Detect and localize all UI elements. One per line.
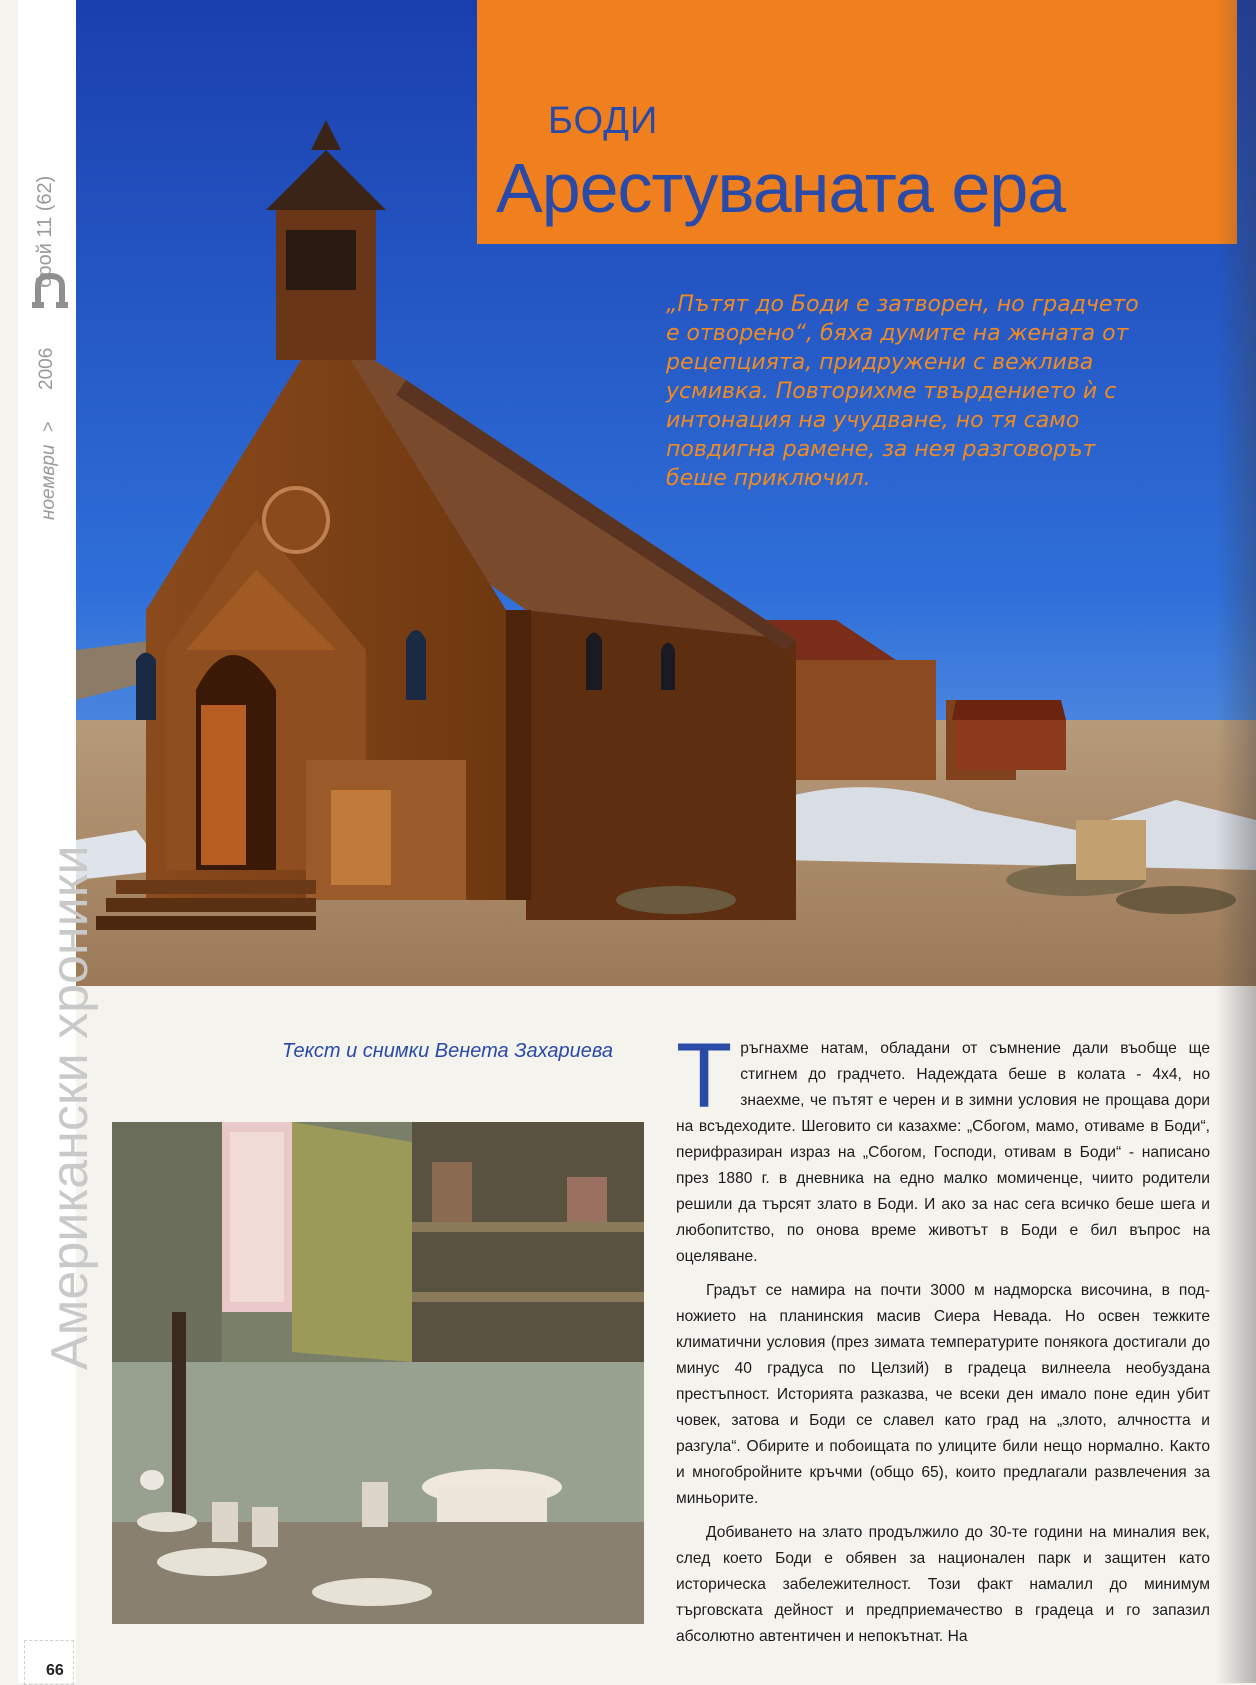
issue-month: ноември — [38, 444, 59, 520]
drop-cap: Т — [676, 1025, 733, 1127]
article-paragraph-3: Добиването на злато продължило до 30-те години на миналия век, след което Боди е обявен за национален парк и защитен като историческа забележителност. Този факт намалил до минимум търговската дейност и предприемачество в градеца и го запазил абсолютно автентичен и непокътнат. На — [676, 1524, 1210, 1645]
article-paragraph-2: Градът се намира на почти 3000 м надморска височина, в подножието на планинския масив Сиера Невада. Но освен тежките климатични условия (през зимата температурите понякога достигали до минус 40 градуса по Целзий) в градеца вилнеела необуздана престъпност. Историята разказва, че всеки ден имало поне един убит човек, затова и Боди се славел като град на „злото, алчността и разгула“. Обирите и побоищата по улиците били нещо нормално. Както и многобройните кръчми (общо 65), които предлагали развлечения за миньорите. — [676, 1282, 1210, 1507]
issue-label: брой 11 (62) — [34, 175, 56, 288]
page-gutter-shadow — [1216, 0, 1256, 1683]
issue-year: 2006 — [36, 347, 57, 390]
article-headline: Арестуваната ера — [496, 149, 1066, 227]
byline: Текст и снимки Венета Захариева — [282, 1040, 614, 1062]
magazine-logo-icon — [30, 272, 70, 312]
breadcrumb-separator: > — [38, 421, 58, 432]
interior-photo — [112, 1122, 644, 1624]
article-body — [676, 1025, 1210, 1658]
article-kicker: БОДИ — [548, 100, 659, 142]
page-number: 66 — [46, 1662, 64, 1679]
section-title: Американски хроники — [41, 845, 99, 1370]
paragraph-1-text: ръгнахме натам, обладани от съмнение дали въобще ще стигнем до градчето. Надеждата беше в колата - 4x4, но знаехме, че пътят е черен и в зимни условия не прощава дори на всъдеходите. Шеговито си казахме: „Сбогом, мамо, отиваме в Боди“, перифразиран израз на „Сбогом, Господи, отивам в Боди“ - написано през 1880 г. в дневника на едно малко момиченце, чиито родители решили да търсят злато в Боди. И ако за нас сега всичко беше шега и любопитство, по онова време животът в Боди е бил въпрос на оцеляване. — [676, 1040, 1210, 1265]
article-paragraph-1 — [676, 1025, 1210, 1270]
article-lead: „Пътят до Боди е затворен, но градчето е отворено“, бяха думите на жената от рецепцията, придружени с вежлива усмивка. Повторихме твърдението ѝ с интонация на учудване, но тя само повдигна рамене, за нея разговорът беше приключил. — [666, 292, 1139, 491]
